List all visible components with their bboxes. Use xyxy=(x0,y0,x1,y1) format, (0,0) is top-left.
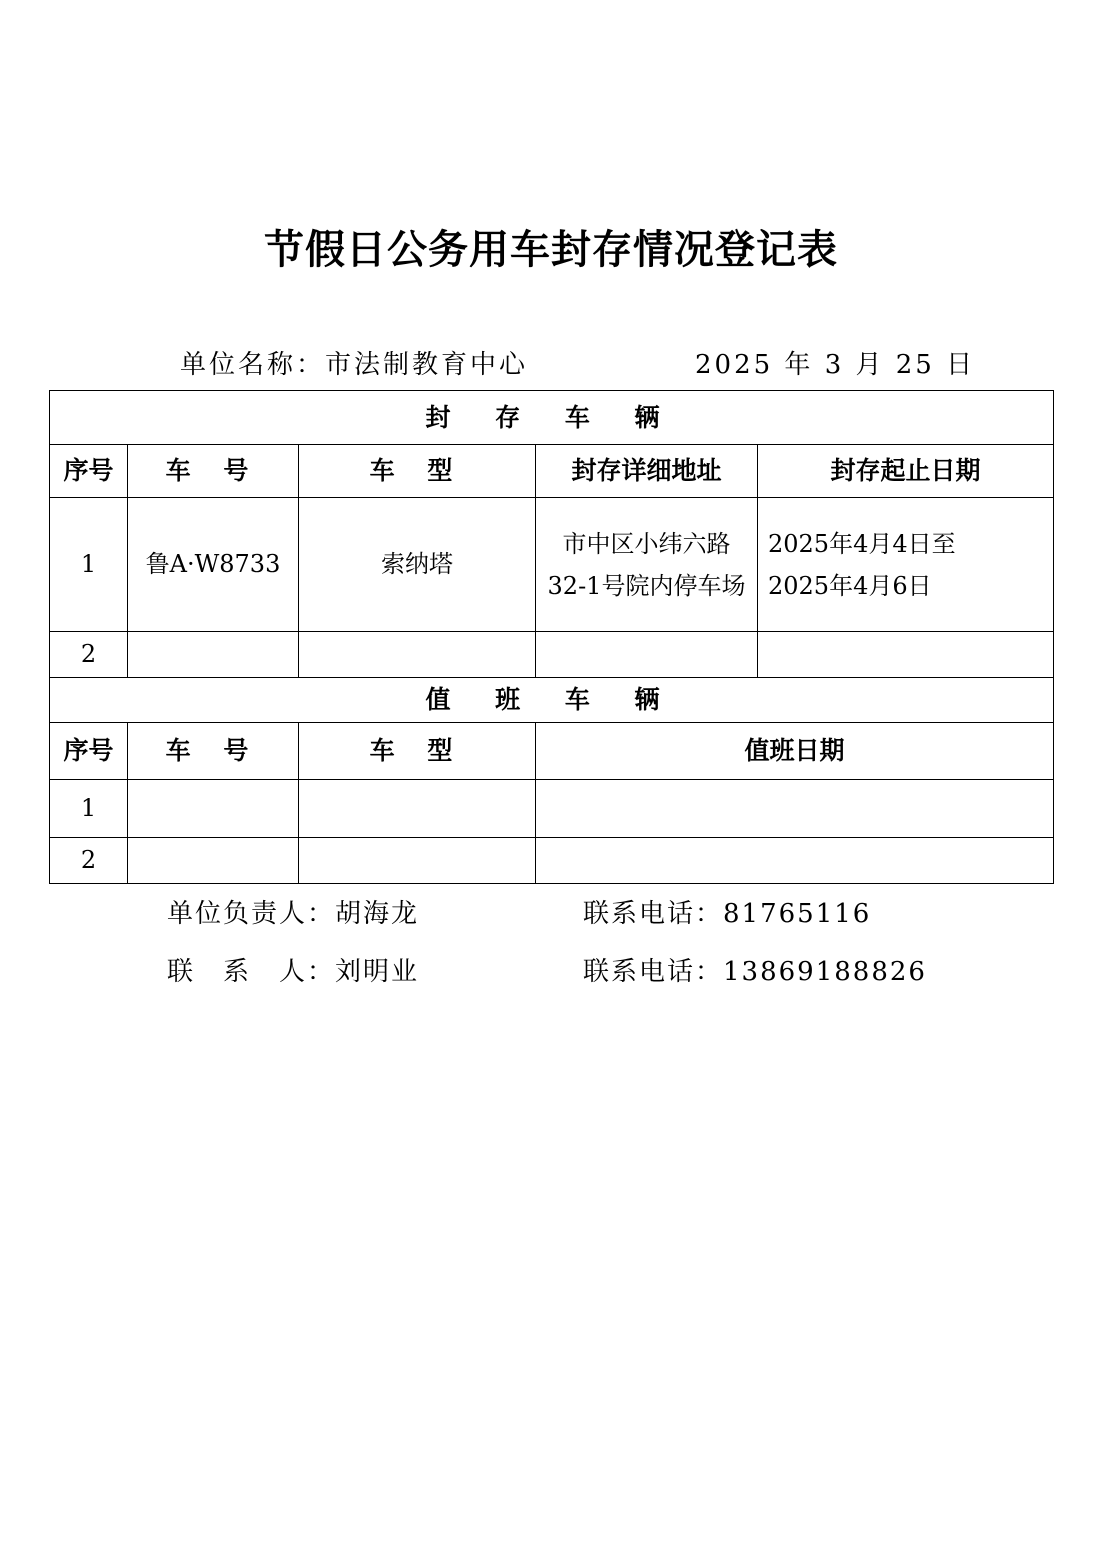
vehicle-model xyxy=(299,780,536,838)
page-title: 节假日公务用车封存情况登记表 xyxy=(264,227,838,273)
vehicle-model xyxy=(299,632,536,678)
col-header-no: 序号 xyxy=(50,723,128,780)
contact-person: 联 系 人：刘明业 xyxy=(167,957,420,987)
seal-period-start: 2025年4月4日至 xyxy=(768,529,956,558)
sealed-section-title: 封 存 车 辆 xyxy=(50,391,1054,445)
seal-period-end: 2025年4月6日 xyxy=(768,571,932,600)
plate-number xyxy=(128,632,299,678)
col-header-period: 封存起止日期 xyxy=(758,445,1054,498)
table-row xyxy=(50,838,1054,884)
duty-section-title: 值 班 车 辆 xyxy=(50,678,1054,723)
table-row xyxy=(50,498,1054,632)
unit-name: 单位名称：市法制教育中心 xyxy=(180,350,529,380)
sealed-header-row xyxy=(50,445,1054,498)
sealed-section-row xyxy=(50,391,1054,445)
duty-header-row xyxy=(50,723,1054,780)
vehicle-model: 索纳塔 xyxy=(299,498,536,632)
register-table xyxy=(49,390,1054,884)
col-header-address: 封存详细地址 xyxy=(536,445,758,498)
seal-address xyxy=(536,632,758,678)
row-no: 2 xyxy=(50,632,128,678)
table-row xyxy=(50,632,1054,678)
responsible-phone: 联系电话：81765116 xyxy=(583,899,872,929)
form-date: 2025 年 3 月 25 日 xyxy=(695,350,976,380)
col-header-plate: 车 号 xyxy=(128,445,299,498)
duty-date xyxy=(536,838,1054,884)
contact-phone: 联系电话：13869188826 xyxy=(583,957,927,987)
plate-number xyxy=(128,838,299,884)
seal-period xyxy=(758,498,1054,632)
col-header-model: 车 型 xyxy=(299,445,536,498)
responsible-person: 单位负责人：胡海龙 xyxy=(167,899,420,929)
table-row xyxy=(50,780,1054,838)
row-no: 1 xyxy=(50,780,128,838)
col-header-duty-date: 值班日期 xyxy=(536,723,1054,780)
col-header-no: 序号 xyxy=(50,445,128,498)
col-header-model: 车 型 xyxy=(299,723,536,780)
row-no: 1 xyxy=(50,498,128,632)
duty-date xyxy=(536,780,1054,838)
col-header-plate: 车 号 xyxy=(128,723,299,780)
plate-number: 鲁A·W8733 xyxy=(128,498,299,632)
duty-section-row xyxy=(50,678,1054,723)
seal-period xyxy=(758,632,1054,678)
plate-number xyxy=(128,780,299,838)
vehicle-model xyxy=(299,838,536,884)
row-no: 2 xyxy=(50,838,128,884)
seal-address: 市中区小纬六路32-1号院内停车场 xyxy=(536,498,758,632)
